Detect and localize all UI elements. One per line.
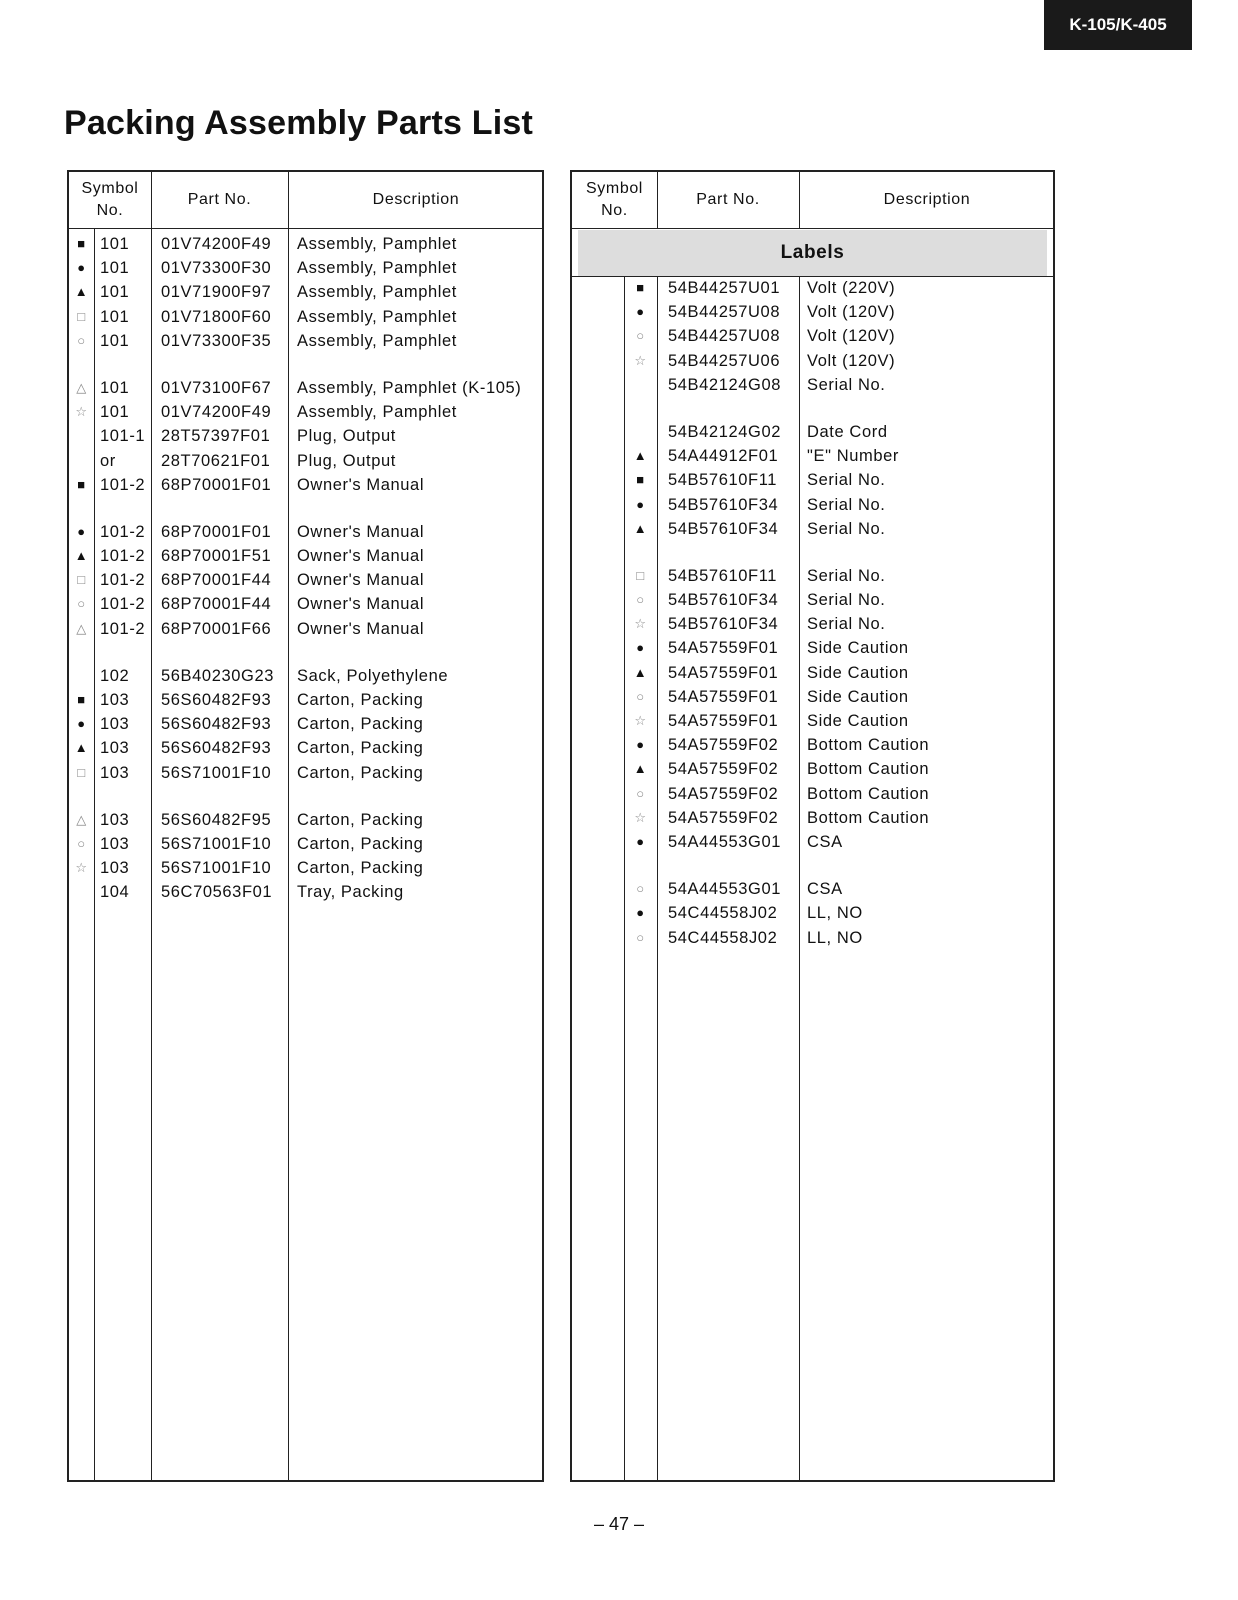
description: Serial No. <box>807 591 886 610</box>
part-number: 54C44558J02 <box>668 904 778 923</box>
part-number: 01V74200F49 <box>161 235 272 253</box>
part-number: 56C70563F01 <box>161 883 273 902</box>
symbol-icon: ● <box>636 905 645 921</box>
table-row <box>572 349 1053 373</box>
part-number: 68P70001F44 <box>161 595 272 614</box>
ref-number: 101-2 <box>100 522 146 541</box>
part-number: 54B57610F11 <box>668 471 778 490</box>
description: Side Caution <box>807 663 909 682</box>
part-number: 68P70001F01 <box>161 522 272 541</box>
description: Carton, Packing <box>297 691 424 709</box>
part-number: 54A57559F01 <box>668 639 779 658</box>
section-label: Labels <box>578 230 1047 276</box>
table-row <box>69 856 542 880</box>
symbol-icon: ○ <box>636 929 645 945</box>
table-row <box>572 757 1053 781</box>
description: Owner's Manual <box>297 547 425 566</box>
table-row <box>572 444 1053 468</box>
table-row <box>572 324 1053 348</box>
description: Carton, Packing <box>297 739 424 758</box>
table-header <box>69 172 542 229</box>
description: Bottom Caution <box>807 784 930 803</box>
description: Assembly, Pamphlet <box>297 331 457 350</box>
row-spacer <box>69 353 542 376</box>
table-row <box>69 617 542 641</box>
symbol-icon: ■ <box>77 236 86 251</box>
ref-number: 103 <box>100 859 130 878</box>
description: Owner's Manual <box>297 619 425 638</box>
symbol-icon: ● <box>636 833 645 849</box>
table-row <box>69 592 542 616</box>
part-number: 56S71001F10 <box>161 834 272 853</box>
symbol-icon: ☆ <box>634 713 647 728</box>
symbol-icon: ☆ <box>75 404 88 420</box>
symbol-icon: ☆ <box>634 809 647 825</box>
header-description: Description <box>372 191 460 208</box>
table-row <box>69 880 542 904</box>
description: Carton, Packing <box>297 834 424 853</box>
description: Assembly, Pamphlet <box>297 307 457 326</box>
description: Assembly, Pamphlet <box>297 235 457 253</box>
table-row <box>69 520 542 544</box>
description: LL, NO <box>807 928 863 947</box>
description: Volt (220V) <box>807 279 896 297</box>
part-number: 56S60482F93 <box>161 715 272 734</box>
table-row <box>69 664 542 688</box>
part-number: 54A57559F02 <box>668 736 779 755</box>
part-number: 68P70001F51 <box>161 547 272 566</box>
ref-number: 104 <box>100 883 130 902</box>
table-row <box>572 636 1053 660</box>
table-row <box>572 661 1053 685</box>
description: Assembly, Pamphlet (K-105) <box>297 378 522 397</box>
ref-number: 101 <box>100 307 130 326</box>
model-tag: K-105/K-405 <box>1044 0 1192 50</box>
symbol-icon: □ <box>77 308 86 324</box>
part-number: 54B57610F34 <box>668 495 779 514</box>
symbol-icon: □ <box>77 764 86 780</box>
table-row <box>572 420 1053 444</box>
table-row <box>69 280 542 304</box>
row-spacer <box>69 497 542 520</box>
part-number: 54B57610F34 <box>668 519 779 538</box>
symbol-icon: ☆ <box>75 860 88 876</box>
table-row <box>572 517 1053 541</box>
page-number: – 47 – <box>593 1514 645 1534</box>
header-symbol-no: Symbol No. <box>586 180 643 219</box>
description: Carton, Packing <box>297 715 424 734</box>
part-number: 01V73100F67 <box>161 378 272 397</box>
table-row <box>69 305 542 329</box>
table-row <box>69 568 542 592</box>
parts-table-left <box>67 170 544 1482</box>
symbol-icon: ■ <box>636 280 645 295</box>
ref-number: or <box>100 451 116 470</box>
part-number: 01V71800F60 <box>161 307 272 326</box>
part-number: 56S71001F10 <box>161 859 272 878</box>
symbol-icon: △ <box>76 811 87 827</box>
part-number: 56B40230G23 <box>161 666 275 685</box>
description: Assembly, Pamphlet <box>297 259 457 278</box>
part-number: 54B57610F34 <box>668 591 779 610</box>
page-title: Packing Assembly Parts List <box>64 104 533 142</box>
part-number: 54B42124G08 <box>668 375 782 394</box>
ref-number: 101-2 <box>100 475 146 494</box>
table-row <box>572 733 1053 757</box>
ref-number: 101 <box>100 235 130 253</box>
table-row <box>572 685 1053 709</box>
symbol-icon: ■ <box>77 476 86 492</box>
symbol-icon: ○ <box>77 332 86 348</box>
header-part-no: Part No. <box>187 191 252 208</box>
description: CSA <box>807 880 843 899</box>
symbol-icon: ▲ <box>74 548 89 564</box>
description: Volt (120V) <box>807 351 896 370</box>
symbol-icon: ▲ <box>74 284 89 300</box>
table-row <box>69 736 542 760</box>
table-body <box>572 276 1053 950</box>
ref-number: 103 <box>100 763 130 782</box>
symbol-icon: □ <box>636 567 645 583</box>
table-row <box>69 808 542 832</box>
symbol-icon: ○ <box>636 688 645 704</box>
part-number: 56S71001F10 <box>161 763 272 782</box>
ref-number: 101 <box>100 259 130 278</box>
description: Side Caution <box>807 639 909 658</box>
description: Owner's Manual <box>297 522 425 541</box>
part-number: 01V73300F30 <box>161 259 272 278</box>
table-row <box>69 688 542 712</box>
description: Serial No. <box>807 566 886 585</box>
symbol-icon: △ <box>76 379 87 395</box>
symbol-icon: ● <box>77 523 86 539</box>
table-row <box>69 544 542 568</box>
part-number: 54A44553G01 <box>668 880 782 899</box>
part-number: 54B44257U06 <box>668 351 781 370</box>
part-number: 68P70001F66 <box>161 619 272 638</box>
description: Bottom Caution <box>807 736 930 755</box>
part-number: 01V73300F35 <box>161 331 272 350</box>
symbol-icon: ☆ <box>634 352 647 368</box>
parts-table-right <box>570 170 1055 1482</box>
header-symbol-no: Symbol No. <box>81 180 139 219</box>
description: Assembly, Pamphlet <box>297 403 457 422</box>
part-number: 54B44257U01 <box>668 279 781 297</box>
ref-number: 101-2 <box>100 595 146 614</box>
table-row <box>572 373 1053 397</box>
ref-number: 103 <box>100 691 130 709</box>
symbol-icon: ▲ <box>74 740 89 756</box>
description: Date Cord <box>807 422 888 441</box>
table-row <box>572 588 1053 612</box>
ref-number: 101-2 <box>100 547 146 566</box>
table-row <box>69 400 542 424</box>
description: Serial No. <box>807 615 886 634</box>
ref-number: 101 <box>100 283 130 302</box>
row-spacer <box>572 854 1053 877</box>
description: Serial No. <box>807 471 886 490</box>
table-row <box>69 712 542 736</box>
table-row <box>69 376 542 400</box>
symbol-icon: □ <box>77 572 86 588</box>
description: Owner's Manual <box>297 475 425 494</box>
symbol-icon: ▲ <box>633 520 648 536</box>
symbol-icon: △ <box>76 620 87 636</box>
table-row <box>572 901 1053 925</box>
part-number: 28T70621F01 <box>161 451 271 470</box>
table-row <box>572 806 1053 830</box>
description: Carton, Packing <box>297 763 424 782</box>
symbol-icon: ● <box>77 260 86 276</box>
row-spacer <box>572 397 1053 420</box>
symbol-icon: ○ <box>636 328 645 344</box>
part-number: 54A57559F01 <box>668 687 779 706</box>
table-row <box>572 468 1053 492</box>
ref-number: 103 <box>100 810 130 829</box>
symbol-icon: ■ <box>77 692 86 707</box>
table-row <box>572 709 1053 733</box>
table-row <box>69 424 542 448</box>
table-row <box>69 761 542 785</box>
description: Carton, Packing <box>297 810 424 829</box>
table-row <box>572 564 1053 588</box>
symbol-icon: ■ <box>636 472 645 488</box>
description: LL, NO <box>807 904 863 923</box>
symbol-icon: ● <box>636 304 645 320</box>
description: Assembly, Pamphlet <box>297 283 457 302</box>
part-number: 56S60482F95 <box>161 810 272 829</box>
symbol-icon: ○ <box>77 596 86 612</box>
table-body <box>69 232 542 905</box>
description: Side Caution <box>807 687 909 706</box>
symbol-icon: ▲ <box>633 761 648 777</box>
description: Serial No. <box>807 519 886 538</box>
ref-number: 103 <box>100 834 130 853</box>
part-number: 28T57397F01 <box>161 427 271 446</box>
part-number: 68P70001F44 <box>161 571 272 590</box>
description: Owner's Manual <box>297 595 425 614</box>
symbol-icon: ▲ <box>633 664 648 680</box>
symbol-icon: ▲ <box>633 448 648 464</box>
table-row <box>572 782 1053 806</box>
description: Volt (120V) <box>807 327 896 346</box>
symbol-icon: ○ <box>636 785 645 801</box>
part-number: 54B44257U08 <box>668 303 781 322</box>
description: Tray, Packing <box>297 883 404 902</box>
ref-number: 101-2 <box>100 571 146 590</box>
table-header <box>572 172 1053 229</box>
part-number: 56S60482F93 <box>161 691 272 709</box>
part-number: 54C44558J02 <box>668 928 778 947</box>
table-row <box>572 276 1053 300</box>
part-number: 54A57559F02 <box>668 784 779 803</box>
table-row <box>69 329 542 353</box>
description: "E" Number <box>807 447 899 466</box>
ref-number: 101-1 <box>100 427 146 446</box>
symbol-icon: ● <box>636 737 645 753</box>
description: Sack, Polyethylene <box>297 666 449 685</box>
ref-number: 101-2 <box>100 619 146 638</box>
row-spacer <box>69 641 542 664</box>
description: CSA <box>807 832 843 851</box>
description: Carton, Packing <box>297 859 424 878</box>
table-row <box>572 493 1053 517</box>
description: Volt (120V) <box>807 303 896 322</box>
table-row <box>69 449 542 473</box>
ref-number: 101 <box>100 403 130 422</box>
part-number: 54B57610F34 <box>668 615 779 634</box>
symbol-icon: ● <box>636 640 645 656</box>
part-number: 68P70001F01 <box>161 475 272 494</box>
ref-number: 101 <box>100 331 130 350</box>
symbol-icon: ● <box>77 716 86 732</box>
part-number: 54B42124G02 <box>668 422 782 441</box>
header-part-no: Part No. <box>696 191 760 208</box>
description: Bottom Caution <box>807 760 930 779</box>
table-row <box>69 473 542 497</box>
ref-number: 101 <box>100 378 130 397</box>
row-spacer <box>69 785 542 808</box>
part-number: 01V71900F97 <box>161 283 272 302</box>
description: Side Caution <box>807 712 909 730</box>
table-row <box>69 832 542 856</box>
description: Plug, Output <box>297 427 396 446</box>
symbol-icon: ○ <box>636 881 645 897</box>
table-row <box>572 926 1053 950</box>
part-number: 54A57559F02 <box>668 808 779 827</box>
table-row <box>69 256 542 280</box>
part-number: 54A57559F01 <box>668 712 779 730</box>
table-row <box>69 232 542 256</box>
ref-number: 103 <box>100 739 130 758</box>
part-number: 54A44912F01 <box>668 447 779 466</box>
part-number: 54A57559F02 <box>668 760 779 779</box>
part-number: 54B57610F11 <box>668 566 778 585</box>
symbol-icon: ○ <box>636 592 645 608</box>
table-row <box>572 300 1053 324</box>
part-number: 54A57559F01 <box>668 663 779 682</box>
part-number: 56S60482F93 <box>161 739 272 758</box>
part-number: 01V74200F49 <box>161 403 272 422</box>
description: Bottom Caution <box>807 808 930 827</box>
symbol-icon: ● <box>636 496 645 512</box>
table-row <box>572 830 1053 854</box>
description: Plug, Output <box>297 451 396 470</box>
symbol-icon: ☆ <box>634 616 647 632</box>
ref-number: 102 <box>100 666 130 685</box>
part-number: 54B44257U08 <box>668 327 781 346</box>
table-row <box>572 877 1053 901</box>
description: Serial No. <box>807 375 886 394</box>
header-description: Description <box>883 191 971 208</box>
description: Serial No. <box>807 495 886 514</box>
description: Owner's Manual <box>297 571 425 590</box>
part-number: 54A44553G01 <box>668 832 782 851</box>
table-row <box>572 612 1053 636</box>
ref-number: 103 <box>100 715 130 734</box>
symbol-icon: ○ <box>77 835 86 851</box>
row-spacer <box>572 541 1053 564</box>
